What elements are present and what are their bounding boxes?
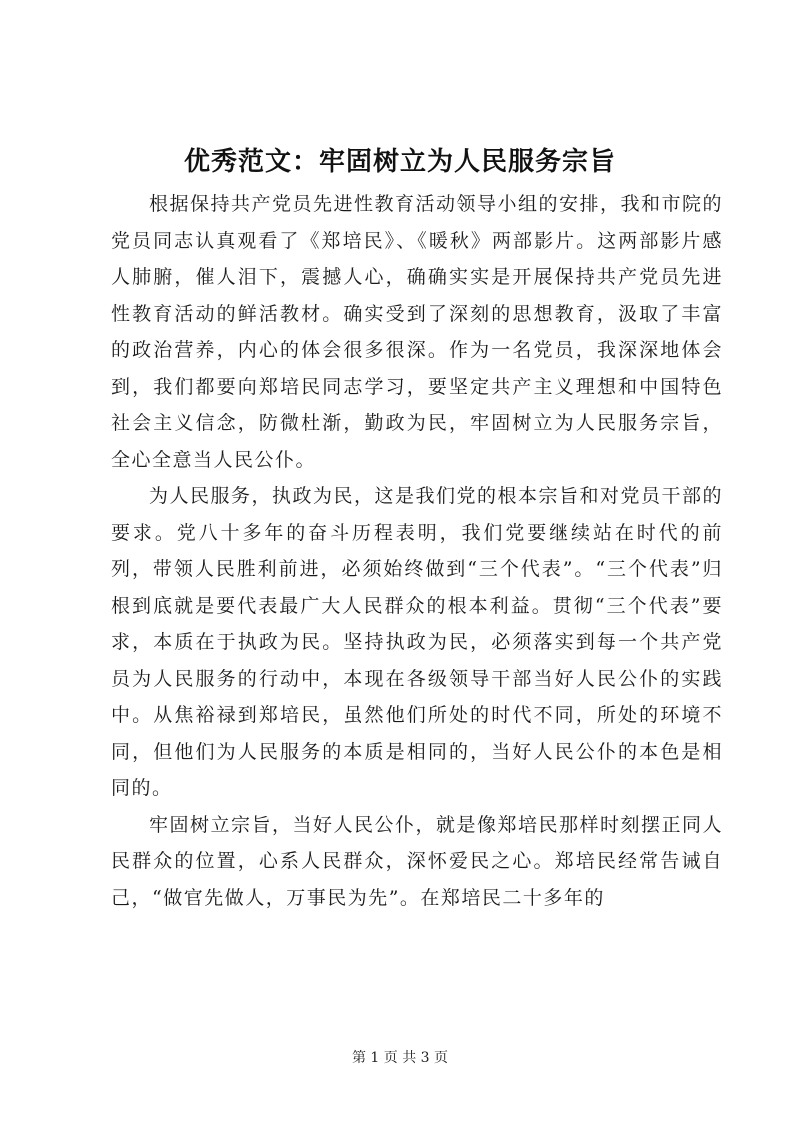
paragraph-2: 为人民服务，执政为民，这是我们党的根本宗旨和对党员干部的要求。党八十多年的奋斗历程表明，我们党要继续站在时代的前列，带领人民胜利前进，必须始终做到“三个代表”。“三个代表”归根到底就是要代表最广大人民群众的根本利益。贯彻“三个代表”要求，本质在于执政为民。坚持执政为民，必须落实到每一个共产党员为人民服务的行动中，本现在各级领导干部当好人民公仆的实践中。从焦裕禄到郑培民，虽然他们所处的时代不同，所处的环境不同，但他们为人民服务的本质是相同的，当好人民公仆的本色是相同的。 [111, 485, 724, 799]
page-footer: 第 1 页 共 3 页 [351, 1050, 449, 1066]
paragraph-1: 根据保持共产党员先进性教育活动领导小组的安排，我和市院的党员同志认真观看了《郑培民》、《暖秋》两部影片。这两部影片感人肺腑，催人泪下，震撼人心，确确实实是开展保持共产党员先进性教育活动的鲜活教材。确实受到了深刻的思想教育，汲取了丰富的政治营养，内心的体会很多很深。作为一名党员，我深深地体会到，我们都要向郑培民同志学习，要坚定共产主义理想和中国特色社会主义信念，防微杜渐，勤政为民，牢固树立为人民服务宗旨，全心全意当人民公仆。 [111, 193, 724, 471]
document-title: 优秀范文：牢固树立为人民服务宗旨 [183, 147, 616, 177]
document-body [111, 186, 723, 916]
paragraph-3: 牢固树立宗旨，当好人民公仆，就是像郑培民那样时刻摆正同人民群众的位置，心系人民群众，深怀爱民之心。郑培民经常告诫自己，“做官先做人，万事民为先”。在郑培民二十多年的 [111, 813, 724, 909]
